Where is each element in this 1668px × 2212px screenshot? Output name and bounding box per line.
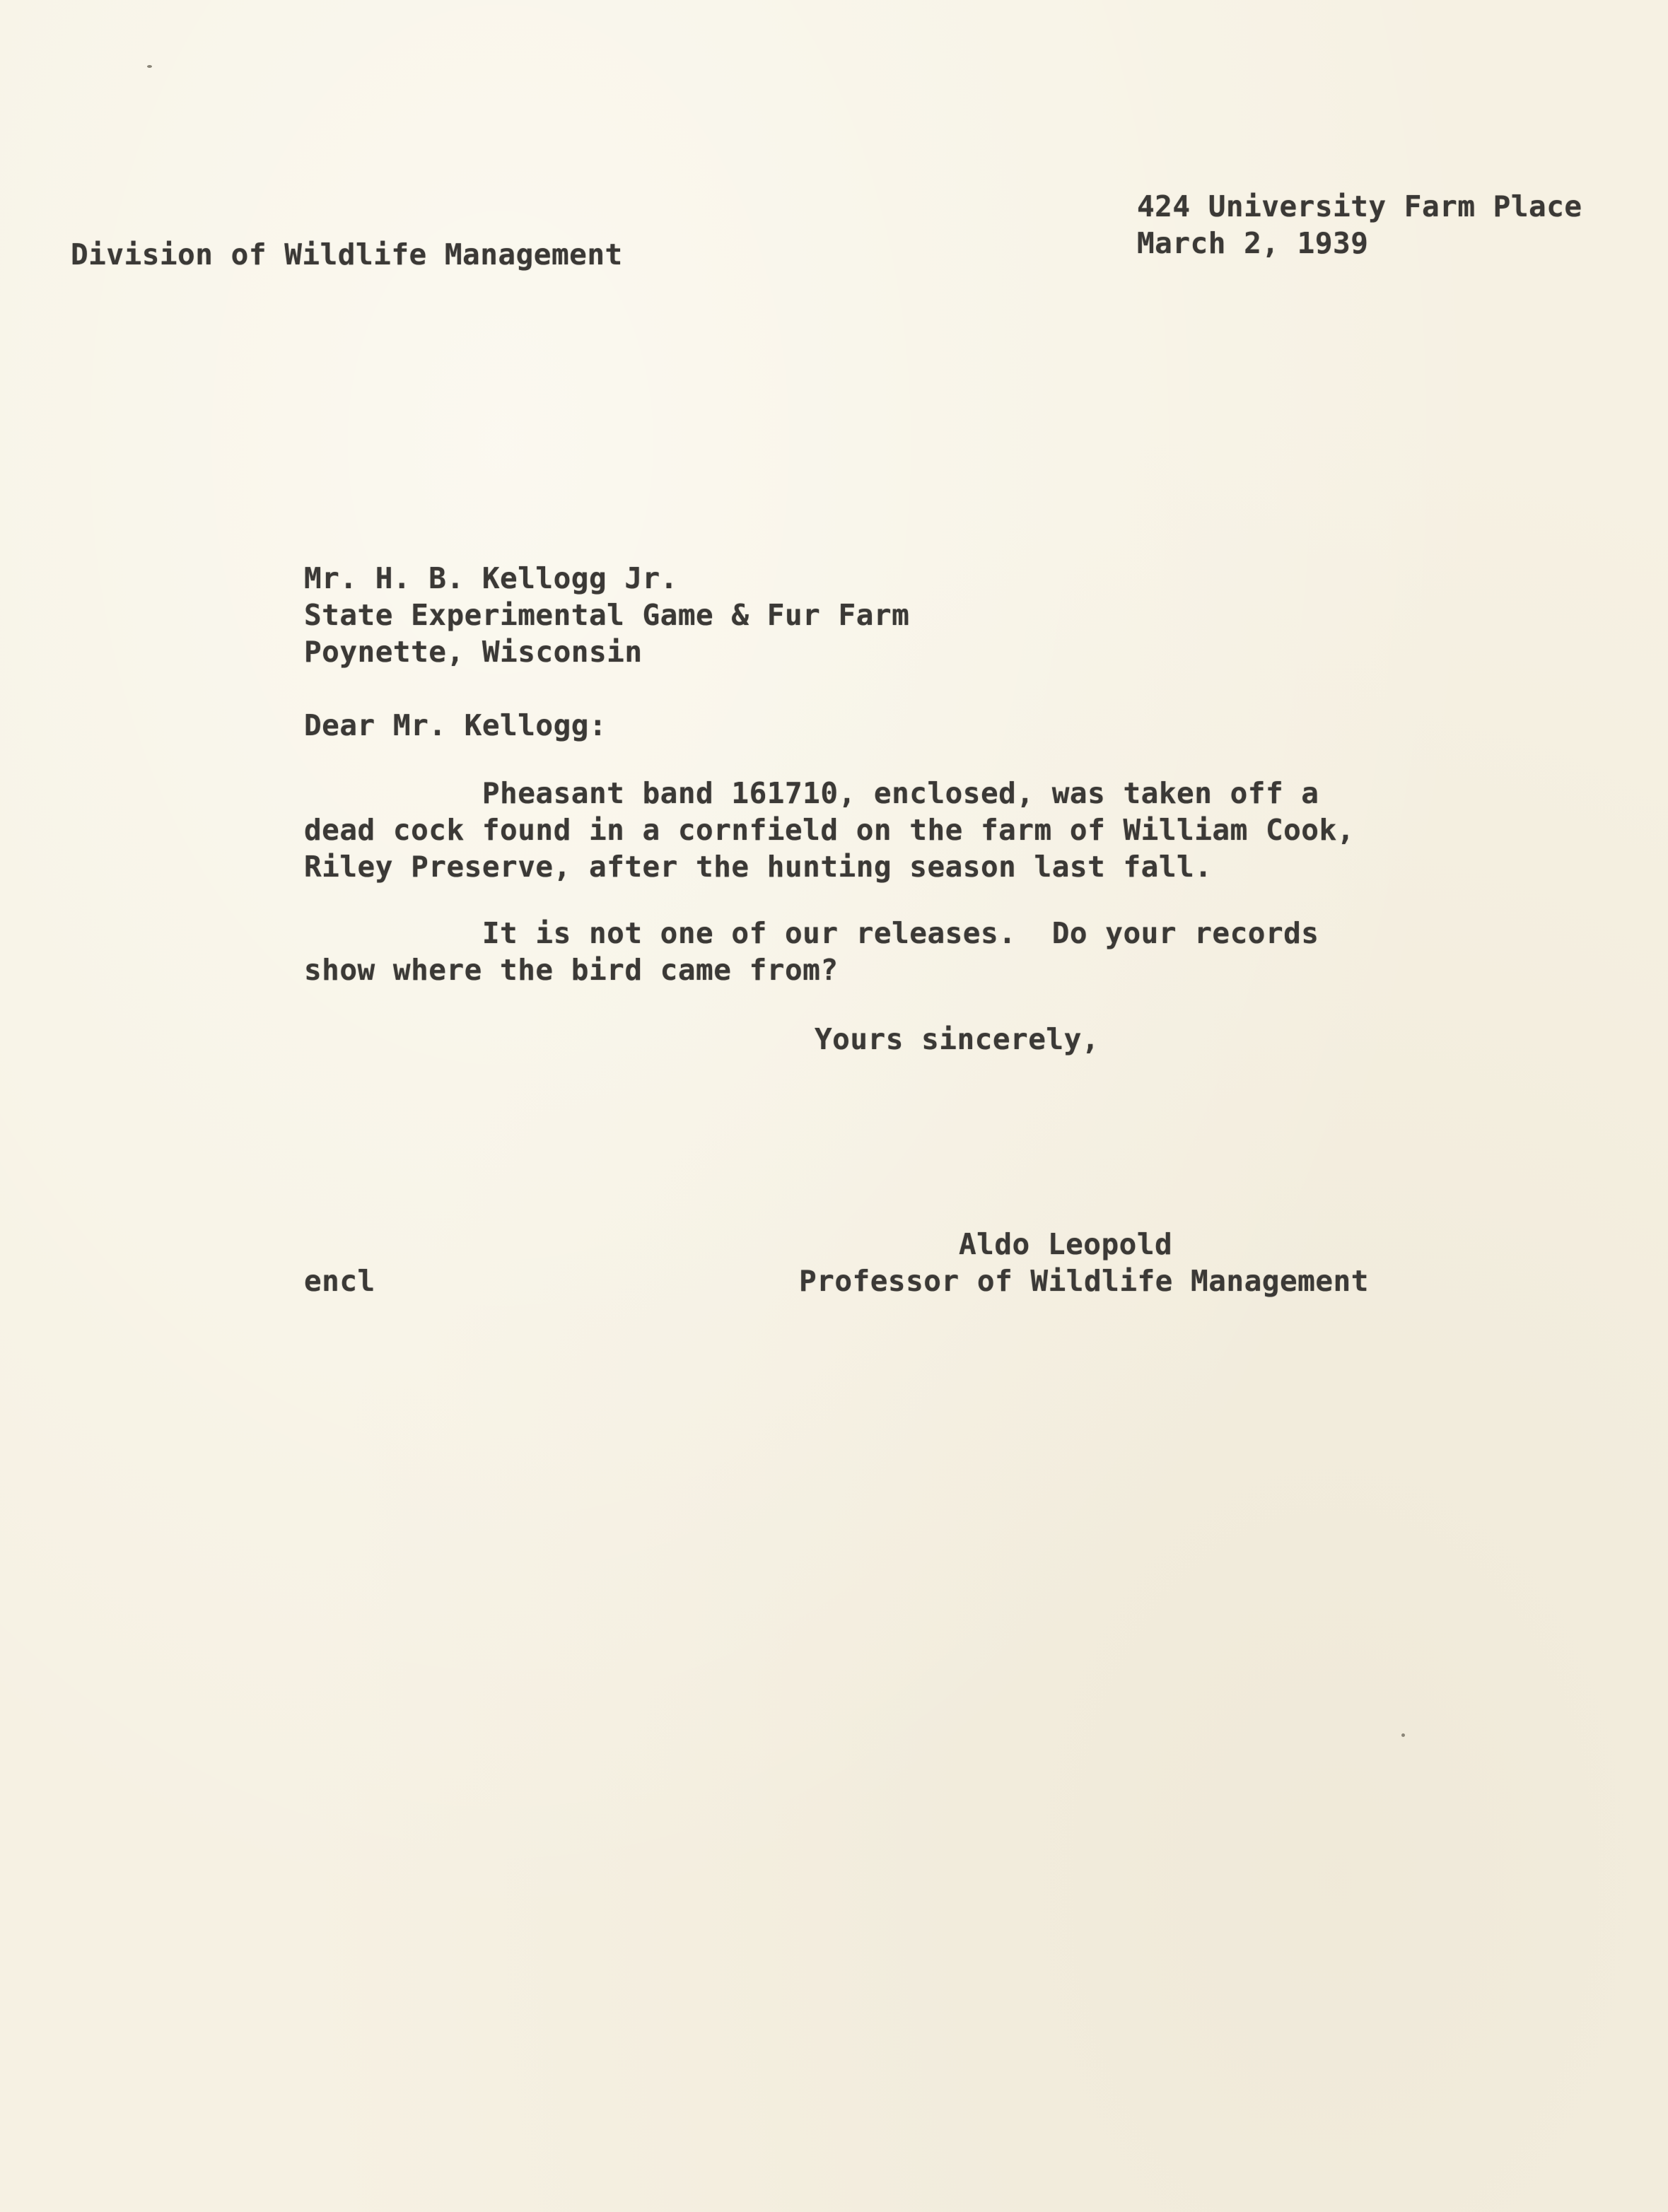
body-paragraph-1-line-2: dead cock found in a cornfield on the farm of William Cook, <box>304 813 1355 847</box>
recipient-location: Poynette, Wisconsin <box>304 635 643 669</box>
letter-date: March 2, 1939 <box>1137 226 1369 260</box>
body-paragraph-1-line-1: Pheasant band 161710, enclosed, was taken off a <box>304 776 1319 810</box>
salutation: Dear Mr. Kellogg: <box>304 708 607 742</box>
recipient-name: Mr. H. B. Kellogg Jr. <box>304 561 678 595</box>
sender-address: 424 University Farm Place <box>1137 189 1582 223</box>
body-paragraph-2-line-1: It is not one of our releases. Do your records <box>304 916 1319 950</box>
enclosure-note: encl <box>304 1264 375 1298</box>
closing: Yours sincerely, <box>815 1022 1100 1056</box>
signer-title: Professor of Wildlife Management <box>799 1264 1369 1298</box>
paper-speck <box>1401 1733 1405 1737</box>
department-heading: Division of Wildlife Management <box>71 238 623 271</box>
paper-speck <box>147 65 152 68</box>
recipient-organization: State Experimental Game & Fur Farm <box>304 598 910 632</box>
body-paragraph-2-line-2: show where the bird came from? <box>304 953 839 987</box>
signer-name: Aldo Leopold <box>959 1227 1173 1261</box>
body-paragraph-1-line-3: Riley Preserve, after the hunting season last fall. <box>304 850 1213 884</box>
